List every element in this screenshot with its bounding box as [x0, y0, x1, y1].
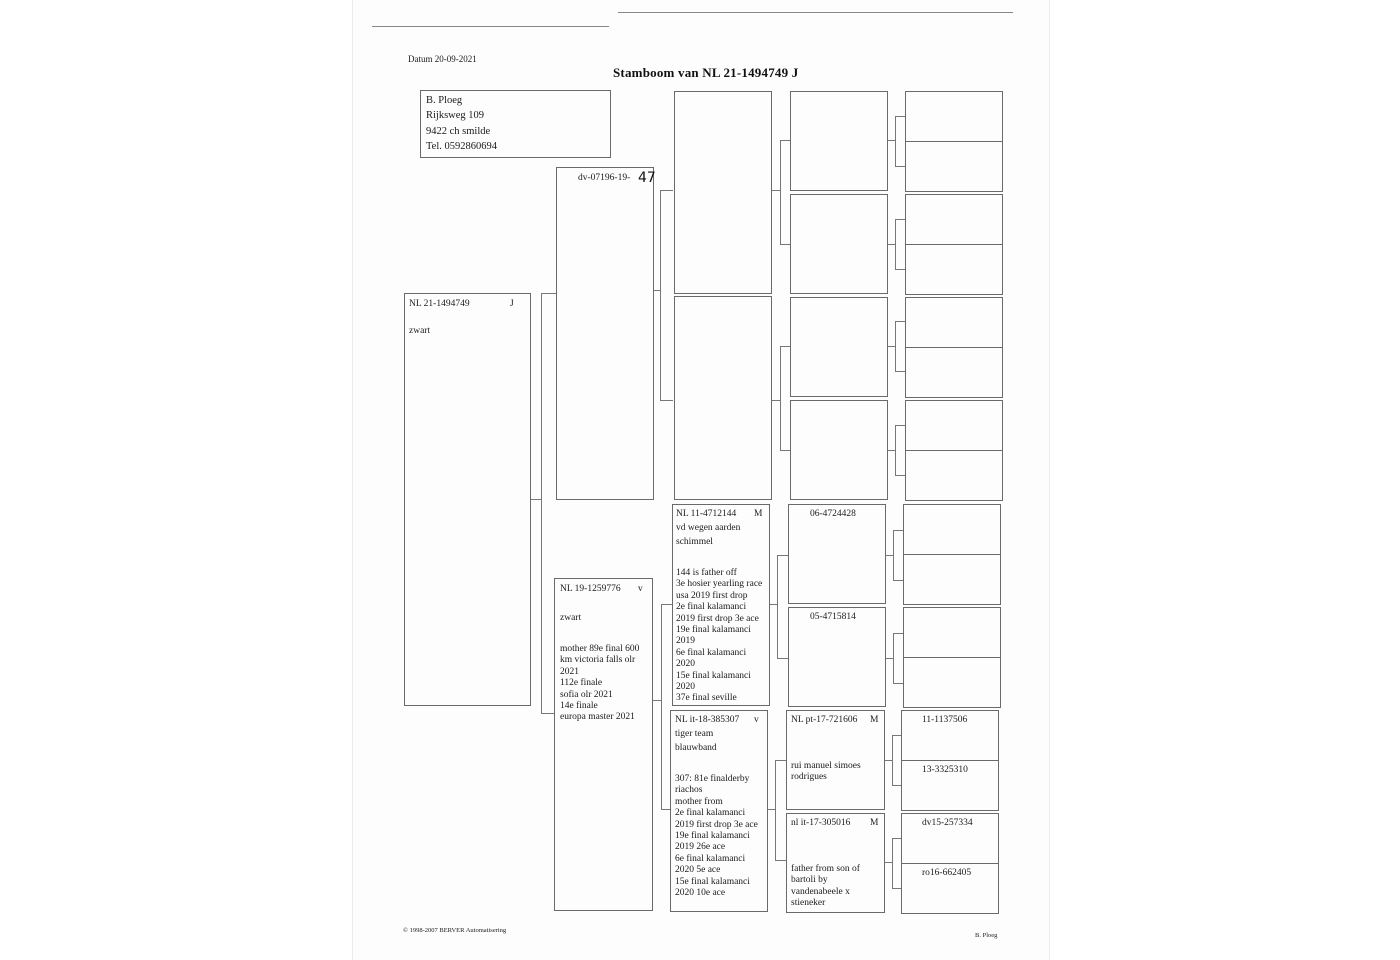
father-ring: dv-07196-19- — [578, 173, 631, 183]
gen3-box — [790, 297, 888, 397]
gen4-ring-b: 13-3325310 — [922, 765, 968, 775]
page-title: Stamboom van NL 21-1494749 J — [613, 65, 799, 80]
connector — [780, 140, 790, 141]
gen3-box — [790, 91, 888, 191]
gen3-box — [790, 194, 888, 294]
pigeon-box — [404, 293, 531, 706]
mm-notes: 307: 81e finalderby riachos mother from 2e final kalamanci 2019 first drop 3e ace 19e final kalamanci 2019 26e ace 6e final kalamanci 2020 5e ace 15e final kalamanci 2020 10e ace — [675, 774, 758, 899]
gen4-ring-a: 11-1137506 — [922, 715, 968, 725]
gen4-box — [903, 657, 1001, 708]
mm-ring: NL it-18-385307 — [675, 715, 740, 725]
connector — [895, 475, 905, 476]
connector — [893, 580, 903, 581]
gen4-box — [905, 450, 1003, 501]
connector — [895, 166, 905, 167]
connector — [780, 244, 790, 245]
owner-city: 9422 ch smilde — [426, 126, 491, 137]
connector — [661, 604, 672, 605]
pigeon-ring: NL 21-1494749 — [409, 299, 470, 309]
connector — [888, 140, 895, 141]
mm-sex: v — [754, 715, 759, 725]
connector — [893, 530, 894, 580]
father-box — [556, 167, 654, 500]
mf-color: schimmel — [676, 537, 713, 547]
mfm-ring: 05-4715814 — [810, 612, 856, 622]
owner-name: B. Ploeg — [426, 95, 463, 106]
connector — [888, 244, 895, 245]
gen4-ring-c: dv15-257334 — [922, 818, 973, 828]
connector — [541, 293, 542, 713]
connector — [772, 190, 780, 191]
father-mother-box — [674, 296, 772, 500]
connector — [541, 293, 556, 294]
connector — [780, 140, 781, 244]
copyright-footer: © 1998-2007 BERVER Automatisering — [403, 927, 507, 934]
connector — [777, 555, 778, 658]
connector — [895, 371, 905, 372]
connector — [531, 499, 541, 500]
handwritten-note: 47 — [638, 170, 656, 186]
connector — [780, 450, 790, 451]
connector — [660, 190, 661, 400]
owner-street: Rijksweg 109 — [426, 110, 485, 121]
gen4-box — [903, 554, 1001, 605]
connector — [895, 116, 896, 166]
connector — [892, 735, 893, 785]
connector — [893, 633, 903, 634]
connector — [780, 346, 790, 347]
connector — [888, 450, 895, 451]
connector — [775, 760, 786, 761]
gen4-box — [905, 244, 1003, 295]
mother-sex: v — [638, 584, 643, 594]
connector — [541, 713, 555, 714]
mother-father-box — [672, 504, 770, 706]
connector — [660, 190, 673, 191]
connector — [895, 219, 905, 220]
mm-color: blauwband — [675, 743, 717, 753]
connector — [895, 116, 905, 117]
gen4-box — [905, 141, 1003, 192]
connector — [661, 809, 670, 810]
connector — [888, 346, 895, 347]
connector — [892, 838, 893, 888]
mmf-ring: NL pt-17-721606 — [791, 715, 858, 725]
top-rule-right — [618, 12, 1013, 13]
connector — [895, 321, 896, 371]
mmm-sex: M — [870, 818, 879, 828]
mmm-notes: father from son of bartoli by vandenabeele x stieneker — [791, 864, 860, 909]
connector — [660, 400, 673, 401]
mother-ring: NL 19-1259776 — [560, 584, 621, 594]
pigeon-color: zwart — [409, 326, 431, 336]
gen4-box — [905, 194, 1003, 245]
gen4-box — [905, 91, 1003, 142]
connector — [892, 838, 901, 839]
mm-strain: tiger team — [675, 729, 714, 739]
top-rule-left — [372, 26, 609, 27]
connector — [895, 425, 896, 475]
connector — [780, 346, 781, 450]
mother-color: zwart — [560, 613, 582, 623]
connector — [886, 658, 893, 659]
connector — [777, 555, 788, 556]
mother-notes: mother 89e final 600 km victoria falls olr 2021 112e finale sofia olr 2021 14e finale europa master 2021 — [560, 644, 640, 723]
connector — [895, 219, 896, 269]
mother-mother-box — [670, 710, 768, 912]
connector — [777, 658, 788, 659]
gen4-box — [903, 504, 1001, 555]
connector — [885, 862, 892, 863]
gen4-box — [905, 347, 1003, 398]
connector — [893, 683, 903, 684]
connector — [775, 760, 776, 860]
connector — [895, 425, 905, 426]
connector — [886, 555, 893, 556]
gen4-box — [905, 297, 1003, 348]
connector — [768, 809, 775, 810]
connector — [885, 760, 892, 761]
mmm-ring: nl it-17-305016 — [791, 818, 851, 828]
connector — [895, 269, 905, 270]
gen4-box — [903, 607, 1001, 658]
mmf-sex: M — [870, 715, 879, 725]
gen3-box — [790, 400, 888, 500]
connector — [775, 860, 786, 861]
pigeon-sex: J — [510, 299, 514, 309]
mmf-notes: rui manuel simoes rodrigues — [791, 761, 861, 783]
connector — [653, 700, 661, 701]
mf-ring: NL 11-4712144 — [676, 509, 737, 519]
connector — [892, 888, 901, 889]
gen4-box — [905, 400, 1003, 451]
gen4-ring-d: ro16-662405 — [922, 868, 972, 878]
connector — [661, 604, 662, 809]
connector — [893, 530, 903, 531]
mf-notes: 144 is father off 3e hosier yearling race usa 2019 first drop 2e final kalamanci 2019 first drop 3e ace 19e final kalamanci 2019 6e final kalamanci 2020 15e final kalamanci 2020 37e final seville — [676, 568, 763, 704]
mff-ring: 06-4724428 — [810, 509, 856, 519]
father-father-box — [674, 91, 772, 294]
connector — [770, 604, 777, 605]
connector — [892, 785, 901, 786]
mf-strain: vd wegen aarden — [676, 523, 741, 533]
mf-sex: M — [754, 509, 763, 519]
connector — [893, 633, 894, 683]
connector — [892, 735, 901, 736]
connector — [895, 321, 905, 322]
datum-label: Datum 20-09-2021 — [408, 54, 477, 64]
footer-owner: B. Ploeg — [975, 932, 998, 939]
mother-box — [554, 578, 653, 911]
connector — [772, 400, 780, 401]
owner-phone: Tel. 0592860694 — [426, 141, 498, 152]
